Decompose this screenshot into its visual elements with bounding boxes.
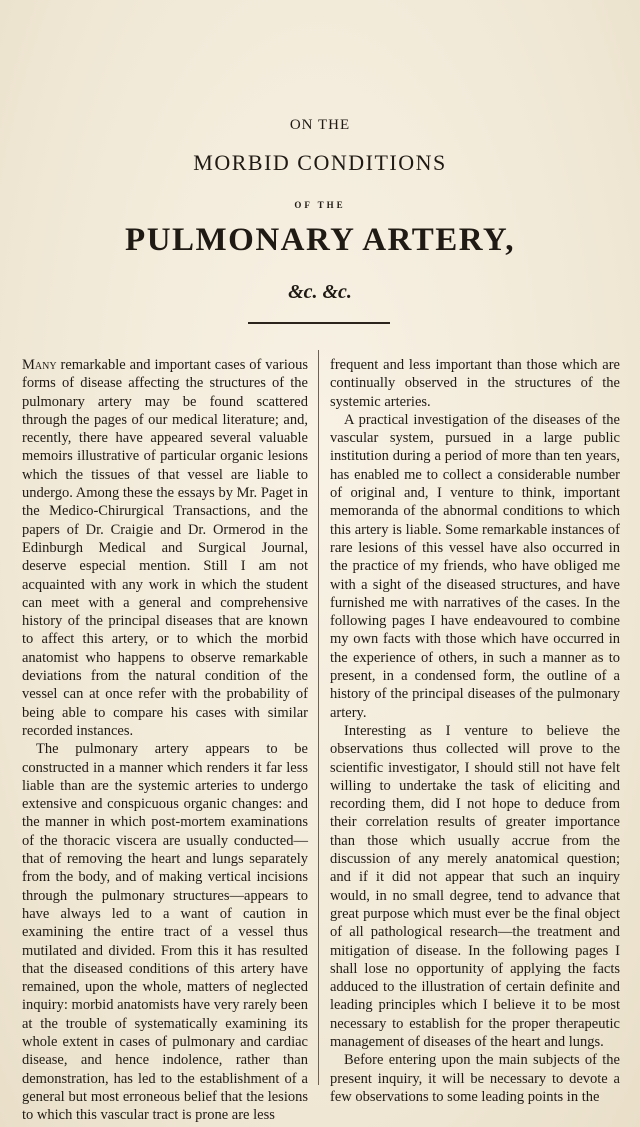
right-paragraph-1: frequent and less important than those which are continually observed in the structures of the systemic arteries. <box>330 357 620 410</box>
opening-word: Many <box>22 357 57 373</box>
left-paragraph-1-text: remarkable and important cases of various forms of disease affecting the structures of the pulmonary artery may be found scattered through the pages of our medical literature; and, recently, there have appeared several valuable memoirs illustrative of particular organic lesions which the tissues of that vessel are liable to undergo. Among these the essays by Mr. Paget in the Medico-Chirurgical Transactions, and the papers of Dr. Craigie and Dr. Ormerod in the Edinburgh Medical and Surgical Journal, deserve especial mention. Still I am not acquainted with any work in which the student can meet with a general and comprehensive history of the principal diseases that are known to affect this artery, or to which the morbid anatomist who happens to observe remarkable deviations from the natural condition of the vessel can at once refer with the probability of being able to compare his cases with similar recorded instances. <box>22 357 308 739</box>
title-etc: &c. &c. <box>288 281 352 303</box>
left-paragraph-1 <box>22 356 308 740</box>
column-divider <box>318 350 319 1085</box>
right-paragraph-4: Before entering upon the main subjects of the present inquiry, it will be necessary to devote a few observations to some leading points in the <box>330 1052 620 1105</box>
right-paragraph-2: A practical investigation of the diseases of the vascular system, pursued in a large public institution during a period of more than ten years, has enabled me to collect a considerable number of original and, I venture to think, important memoranda of the abnormal conditions to which this artery is liable. Some remarkable instances of rare lesions of this vessel have also occurred in the practice of my friends, who have obliged me with a sight of the diseased structures, and have furnished me with narratives of the cases. In the following pages I have endeavoured to combine my own facts with those which have occurred in the experience of others, in such a manner as to present, in a condensed form, the outline of a history of the principal diseases of the pulmonary artery. <box>330 411 620 721</box>
left-column <box>22 356 308 1124</box>
title-on-the: ON THE <box>289 117 351 133</box>
title-of-the: OF THE <box>294 200 346 210</box>
right-paragraph-3: Interesting as I venture to believe the observations thus collected will prove to the scientific investigator, I should still not have felt willing to undertake the task of eliciting and recording them, did I not hope to deduce from their correlation results of greater importance than those which usually accrue from the discussion of any merely anatomical question; and if it did not appear that such an inquiry would, in no small degree, tend to advance that great purpose which must ever be the final object of all pathological research—the treatment and mitigation of disease. In the following pages I shall lose no opportunity of applying the facts adduced to the illustration of certain definite and leading principles which I believe it to be most necessary to establish for the proper therapeutic management of diseases of the heart and lungs. <box>330 722 620 1050</box>
right-column <box>330 356 620 1106</box>
title-pulmonary-artery: PULMONARY ARTERY, <box>125 222 515 258</box>
title-morbid-conditions: MORBID CONDITIONS <box>193 150 447 175</box>
title-rule <box>248 322 390 324</box>
left-paragraph-2: The pulmonary artery appears to be constructed in a manner which renders it far less liable than are the systemic arteries to undergo extensive and conspicuous organic changes: and the manner in which post-mortem examinations of the thoracic viscera are usually conducted—that of removing the heart and lungs separately from the body, and of making vertical incisions through the pulmonary structures—appears to have always led to a want of caution in examining the entire tract of a vessel thus mutilated and divided. From this it has resulted that the diseased conditions of this artery have remained, upon the whole, matters of neglected inquiry: morbid anatomists have very rarely been at the trouble of systematically examining its whole extent in cases of pulmonary and cardiac disease, and hence indolence, rather than demonstration, has led to the establishment of a general but most erroneous belief that the lesions to which this vascular tract is prone are less <box>22 741 308 1124</box>
